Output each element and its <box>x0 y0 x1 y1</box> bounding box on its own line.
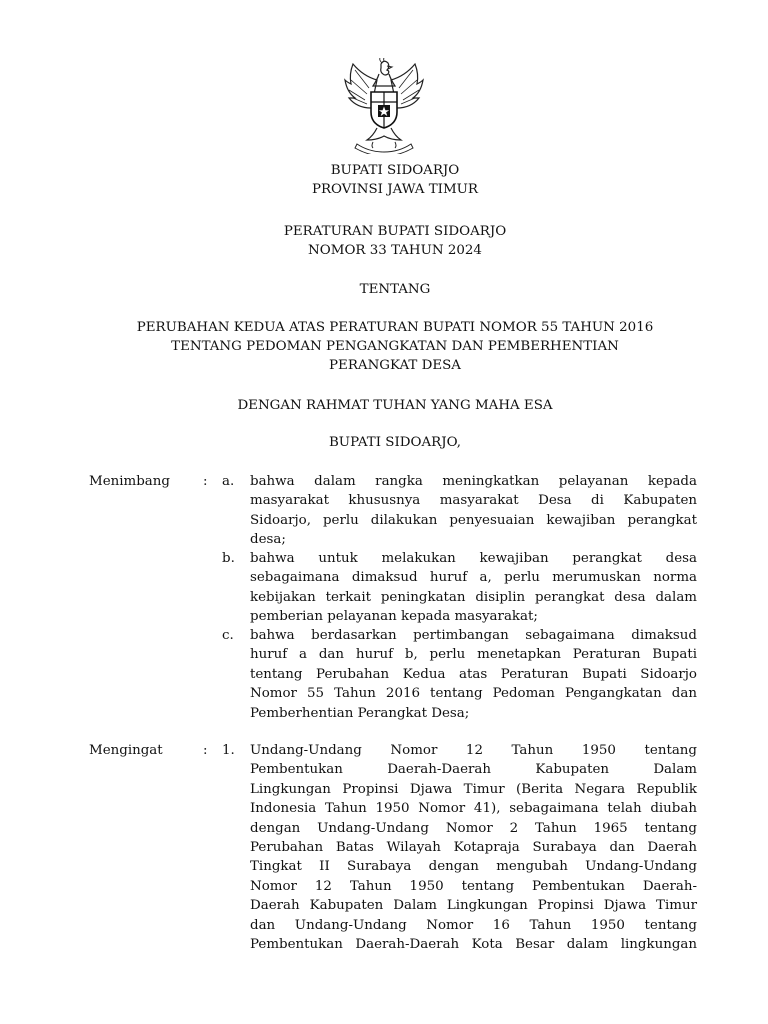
text-line: masyarakat khususnya masyarakat Desa di Kabupaten <box>250 493 697 509</box>
mengingat-colon: : <box>203 743 208 758</box>
text-line: Indonesia Tahun 1950 Nomor 41), sebagaimana telah diubah <box>250 801 697 817</box>
text-line: Tingkat II Surabaya dengan mengubah Undang-Undang <box>250 859 697 875</box>
text-line: Pemberhentian Perangkat Desa; <box>250 705 470 721</box>
regulation-number: NOMOR 33 TAHUN 2024 <box>308 243 482 258</box>
subject-line-2: TENTANG PEDOMAN PENGANGKATAN DAN PEMBERHENTIAN <box>171 339 619 354</box>
text-line: Sidoarjo, perlu dilakukan penyesuaian kewajiban perangkat <box>250 512 697 528</box>
mengingat-marker-1: 1. <box>222 743 235 758</box>
menimbang-marker-c: c. <box>222 628 234 643</box>
text-line: pemberian pelayanan kepada masyarakat; <box>250 609 538 625</box>
text-line: bahwa berdasarkan pertimbangan sebagaimana dimaksud <box>250 628 697 643</box>
text-line: Nomor 12 Tahun 1950 tentang Pembentukan Daerah- <box>250 878 697 894</box>
menimbang-item-b <box>250 549 697 627</box>
authority-line-1: BUPATI SIDOARJO <box>330 163 460 178</box>
menimbang-marker-b: b. <box>222 551 235 566</box>
signatory-heading: BUPATI SIDOARJO, <box>328 435 462 450</box>
subject-line-3: PERANGKAT DESA <box>329 358 461 373</box>
invocation: DENGAN RAHMAT TUHAN YANG MAHA ESA <box>237 398 553 413</box>
text-line: Daerah Kabupaten Dalam Lingkungan Propinsi Djawa Timur <box>250 898 697 914</box>
text-line: kebijakan terkait peningkatan disiplin perangkat desa dalam <box>250 589 697 605</box>
menimbang-item-a <box>250 472 697 550</box>
text-line: tentang Perubahan Kedua atas Peraturan Bupati Sidoarjo <box>250 666 697 682</box>
about-heading: TENTANG <box>359 282 431 297</box>
text-line: desa; <box>250 532 286 548</box>
text-line: dan Undang-Undang Nomor 16 Tahun 1950 tentang <box>250 917 697 933</box>
text-line: bahwa dalam rangka meningkatkan pelayanan kepada <box>250 474 697 489</box>
text-line: Lingkungan Propinsi Djawa Timur (Berita Negara Republik <box>250 781 697 797</box>
mengingat-label: Mengingat <box>89 743 163 758</box>
mengingat-item-1 <box>250 741 697 954</box>
menimbang-label: Menimbang <box>89 474 170 489</box>
text-line: huruf a dan huruf b, perlu menetapkan Peraturan Bupati <box>250 647 697 663</box>
authority-line-2: PROVINSI JAWA TIMUR <box>311 182 479 197</box>
menimbang-colon: : <box>203 474 208 489</box>
text-line: Pembentukan Daerah-Daerah Kabupaten Dalam <box>250 762 697 778</box>
garuda-pancasila-emblem-icon <box>343 58 425 154</box>
menimbang-item-c <box>250 626 697 723</box>
text-line: sebagaimana dimaksud huruf a, perlu merumuskan norma <box>250 570 697 586</box>
text-line: dengan Undang-Undang Nomor 2 Tahun 1965 tentang <box>250 820 697 836</box>
text-line: Pembentukan Daerah-Daerah Kota Besar dalam lingkungan <box>250 936 697 952</box>
regulation-title: PERATURAN BUPATI SIDOARJO <box>283 224 507 239</box>
menimbang-marker-a: a. <box>222 474 235 489</box>
subject-line-1: PERUBAHAN KEDUA ATAS PERATURAN BUPATI NOMOR 55 TAHUN 2016 <box>136 320 654 335</box>
text-line: Nomor 55 Tahun 2016 tentang Pedoman Pengangkatan dan <box>250 686 697 702</box>
text-line: Undang-Undang Nomor 12 Tahun 1950 tentang <box>250 743 697 758</box>
text-line: Perubahan Batas Wilayah Kotapraja Surabaya dan Daerah <box>250 839 697 855</box>
text-line: bahwa untuk melakukan kewajiban perangkat desa <box>250 551 697 566</box>
